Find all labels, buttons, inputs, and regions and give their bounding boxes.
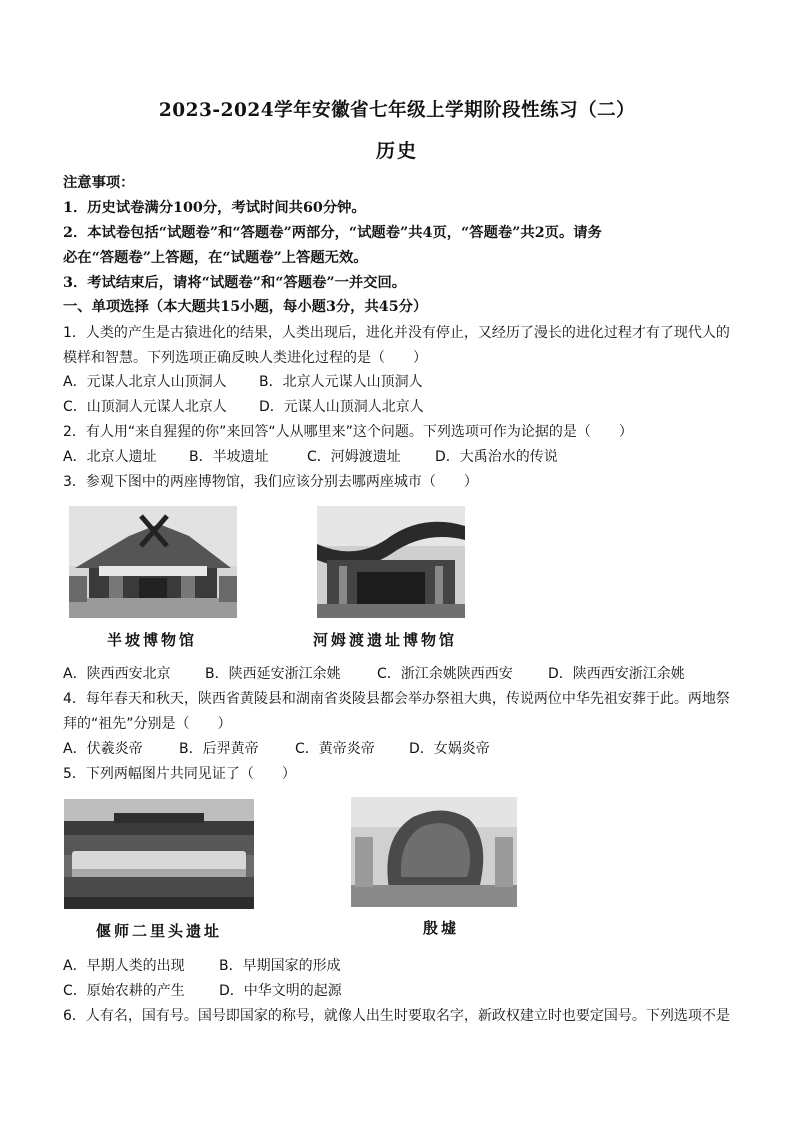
notice-item-3: 3．考试结束后，请将“试题卷”和“答题卷”一并交回。 bbox=[63, 275, 407, 291]
option-d: D．元谋人山顶洞人北京人 bbox=[259, 399, 424, 415]
question-1-stem-line-2: 模样和智慧。下列选项正确反映人类进化过程的是（ ） bbox=[63, 350, 427, 366]
option-a: A．伏羲炎帝 bbox=[63, 741, 143, 757]
question-6-stem-line-1: 6．人有名，国有号。国号即国家的称号，就像人出生时要取名字，新政权建立时也要定国号。下列选项不是 bbox=[63, 1008, 730, 1024]
option-a: A．元谋人北京人山顶洞人 bbox=[63, 374, 227, 390]
banpo-museum-photo bbox=[69, 506, 237, 618]
option-b: B．北京人元谋人山顶洞人 bbox=[259, 374, 423, 390]
notice-item-2-line-1: 2．本试卷包括“试题卷”和“答题卷”两部分，“试题卷”共4页，“答题卷”共2页。请务 bbox=[63, 225, 602, 241]
question-5-options-row-1 bbox=[63, 957, 734, 975]
option-c: C．山顶洞人元谋人北京人 bbox=[63, 399, 227, 415]
photo-caption-yinxu: 殷墟 bbox=[423, 919, 460, 937]
notice-heading: 注意事项： bbox=[63, 175, 135, 191]
option-d: D．中华文明的起源 bbox=[219, 983, 342, 999]
option-b: B．后羿黄帝 bbox=[179, 741, 259, 757]
photo-caption-banpo: 半坡博物馆 bbox=[107, 631, 198, 649]
option-b: B．陕西延安浙江余姚 bbox=[205, 666, 341, 682]
question-1-options-row-1 bbox=[63, 373, 734, 391]
option-c: C．浙江余姚陕西西安 bbox=[377, 666, 513, 682]
option-d: D．女娲炎帝 bbox=[409, 741, 490, 757]
question-3-options bbox=[63, 665, 734, 683]
question-4-stem-line-2: 拜的“祖先”分别是（ ） bbox=[63, 716, 232, 732]
option-c: C．河姆渡遗址 bbox=[307, 449, 401, 465]
option-a: A．北京人遗址 bbox=[63, 449, 157, 465]
option-d: D．陕西西安浙江余姚 bbox=[548, 666, 685, 682]
section-heading: 一、单项选择（本大题共15小题，每小题3分，共45分） bbox=[63, 299, 428, 315]
exam-title: 2023-2024学年安徽省七年级上学期阶段性练习（二） bbox=[158, 100, 636, 121]
option-a: A．陕西西安北京 bbox=[63, 666, 171, 682]
question-4-stem-line-1: 4．每年春天和秋天，陕西省黄陵县和湖南省炎陵县都会举办祭祖大典，传说两位中华先祖安葬于此。两地祭 bbox=[63, 691, 730, 707]
photo-caption-hemudu: 河姆渡遗址博物馆 bbox=[313, 631, 458, 649]
option-b: B．半坡遗址 bbox=[189, 449, 269, 465]
option-c: C．黄帝炎帝 bbox=[295, 741, 375, 757]
question-5-stem: 5．下列两幅图片共同见证了（ ） bbox=[63, 766, 296, 782]
option-c: C．原始农耕的产生 bbox=[63, 983, 185, 999]
question-3-stem: 3．参观下图中的两座博物馆，我们应该分别去哪两座城市（ ） bbox=[63, 474, 478, 490]
question-1-options-row-2 bbox=[63, 398, 734, 416]
question-2-stem: 2．有人用“来自猩猩的你”来回答“人从哪里来”这个问题。下列选项可作为论据的是（ ） bbox=[63, 424, 633, 440]
yinxu-stone-photo bbox=[351, 797, 517, 907]
question-5-options-row-2 bbox=[63, 982, 734, 1000]
notice-item-1: 1．历史试卷满分100分，考试时间共60分钟。 bbox=[63, 200, 366, 216]
notice-item-2-line-2: 必在“答题卷”上答题，在“试题卷”上答题无效。 bbox=[63, 250, 368, 266]
question-1-stem-line-1: 1．人类的产生是古猿进化的结果，人类出现后，进化并没有停止，又经历了漫长的进化过程才有了现代人的 bbox=[63, 325, 730, 341]
photo-caption-erlitou: 偃师二里头遗址 bbox=[96, 922, 223, 940]
exam-subject: 历史 bbox=[375, 140, 418, 162]
erlitou-site-photo bbox=[64, 799, 254, 909]
option-d: D．大禹治水的传说 bbox=[435, 449, 558, 465]
option-a: A．早期人类的出现 bbox=[63, 958, 185, 974]
hemudu-museum-photo bbox=[317, 506, 465, 618]
option-b: B．早期国家的形成 bbox=[219, 958, 341, 974]
question-4-options bbox=[63, 740, 734, 758]
question-2-options bbox=[63, 448, 734, 466]
